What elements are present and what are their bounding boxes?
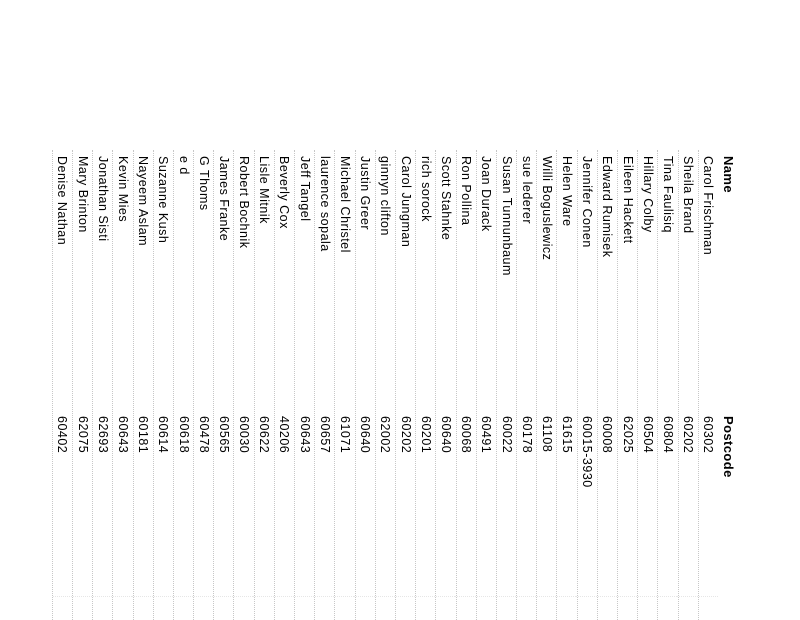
blank-cell	[134, 596, 153, 620]
name-cell: Ron Pollina	[459, 156, 474, 226]
blank-cell	[436, 596, 455, 620]
name-cell: G Thoms	[196, 156, 211, 211]
table-row	[536, 150, 556, 620]
blank-cell	[174, 596, 193, 620]
table-row	[617, 150, 637, 620]
name-cell: Michael Christel	[338, 156, 353, 253]
postcode-cell: 60202	[398, 416, 413, 454]
table-row	[254, 150, 274, 620]
name-cell: Sheila Brand	[681, 156, 696, 234]
name-cell: Lisle Mitnik	[257, 156, 272, 224]
table-row	[577, 150, 597, 620]
blank-cell	[537, 596, 556, 620]
postcode-cell: 62693	[95, 416, 110, 454]
blank-cell	[154, 596, 173, 620]
blank-cell	[214, 596, 233, 620]
table-row	[395, 150, 415, 620]
name-cell: Mary Brinton	[75, 156, 90, 233]
name-cell: Denise Nathan	[55, 156, 70, 246]
blank-cell	[315, 596, 334, 620]
table-row	[72, 150, 92, 620]
postcode-cell: 60478	[196, 416, 211, 454]
postcode-cell: 60402	[55, 416, 70, 454]
name-cell: Jennifer Conen	[580, 156, 595, 248]
blank-cell	[396, 596, 415, 620]
name-cell: e d	[176, 156, 191, 175]
postcode-cell: 60640	[438, 416, 453, 454]
name-cell: Joan Durack	[479, 156, 494, 232]
name-cell: Carol Frischman	[701, 156, 716, 256]
postcode-cell: 60022	[499, 416, 514, 454]
name-cell: Susan Tunnunbaum	[499, 156, 514, 276]
name-cell: James Franke	[216, 156, 231, 242]
postcode-cell: 62002	[378, 416, 393, 454]
name-cell: sue lederer	[519, 156, 534, 225]
postcode-cell: 60640	[358, 416, 373, 454]
name-cell: Hillary Colby	[640, 156, 655, 233]
table-row	[314, 150, 334, 620]
name-cell: rich sorock	[418, 156, 433, 222]
table-row	[496, 150, 516, 620]
blank-cell	[376, 596, 395, 620]
name-cell: laurence sopala	[317, 156, 332, 252]
blank-cell	[457, 596, 476, 620]
postcode-cell: 61071	[338, 416, 353, 454]
postcode-column-header: Postcode	[721, 416, 737, 478]
blank-cell	[93, 596, 112, 620]
blank-cell	[335, 596, 354, 620]
table-row	[355, 150, 375, 620]
name-cell: Jonathan Sisti	[95, 156, 110, 242]
blank-cell	[416, 596, 435, 620]
blank-cell	[73, 596, 92, 620]
postcode-cell: 40206	[277, 416, 292, 454]
postcode-cell: 60804	[661, 416, 676, 454]
postcode-cell: 62075	[75, 416, 90, 454]
postcode-cell: 60181	[136, 416, 151, 454]
postcode-cell: 61615	[560, 416, 575, 454]
postcode-cell: 61108	[539, 416, 554, 453]
blank-cell	[477, 596, 496, 620]
table-row	[678, 150, 698, 620]
table-row	[234, 150, 254, 620]
blank-cell	[638, 596, 657, 620]
blank-column	[718, 596, 740, 620]
postcode-cell: 60657	[317, 416, 332, 454]
table-row	[193, 150, 213, 620]
table-row	[52, 150, 72, 620]
name-cell: Suzanne Kush	[156, 156, 171, 244]
table-row	[213, 150, 233, 620]
blank-cell	[558, 596, 577, 620]
name-cell: Eileen Hackett	[620, 156, 635, 244]
table-row	[294, 150, 314, 620]
name-cell: Willi Boguslewicz	[539, 156, 554, 261]
name-cell: Beverly Cox	[277, 156, 292, 229]
blank-cell	[113, 596, 132, 620]
table-row	[597, 150, 617, 620]
name-cell: Jeff Tangel	[297, 156, 312, 222]
table-row	[435, 150, 455, 620]
blank-cell	[356, 596, 375, 620]
postcode-cell: 60614	[156, 416, 171, 454]
blank-cell	[578, 596, 597, 620]
table-row	[415, 150, 435, 620]
name-cell: Robert Bochnik	[237, 156, 252, 249]
table-row	[153, 150, 173, 620]
table-row	[92, 150, 112, 620]
blank-cell	[679, 596, 698, 620]
table-row	[456, 150, 476, 620]
name-cell: ginnyn clifton	[378, 156, 393, 236]
postcode-cell: 60491	[479, 416, 494, 454]
postcode-cell: 60618	[176, 416, 191, 454]
postcode-cell: 60015-3930	[580, 416, 595, 488]
postcode-cell: 60565	[216, 416, 231, 454]
table-row	[274, 150, 294, 620]
name-cell: Justin Greer	[358, 156, 373, 231]
postcode-cell: 60643	[297, 416, 312, 454]
blank-cell	[295, 596, 314, 620]
table-row	[557, 150, 577, 620]
blank-cell	[598, 596, 617, 620]
table-row	[657, 150, 677, 620]
postcode-cell: 60302	[701, 416, 716, 454]
blank-cell	[275, 596, 294, 620]
table-row	[375, 150, 395, 620]
name-cell: Helen Ware	[560, 156, 575, 227]
blank-cell	[618, 596, 637, 620]
blank-cell	[658, 596, 677, 620]
table-row	[133, 150, 153, 620]
table-row	[173, 150, 193, 620]
table-body	[52, 150, 718, 620]
postcode-cell: 60178	[519, 416, 534, 454]
table-row	[476, 150, 496, 620]
blank-cell	[235, 596, 254, 620]
name-cell: Edward Rumisek	[600, 156, 615, 258]
name-cell: Kevin Mies	[115, 156, 130, 223]
blank-cell	[517, 596, 536, 620]
postcode-cell: 60504	[640, 416, 655, 454]
table-row	[637, 150, 657, 620]
name-cell: Tina Faulisiq	[661, 156, 676, 233]
name-cell: Nayeem Aslam	[136, 156, 151, 247]
table-row	[334, 150, 354, 620]
name-column-header: Name	[721, 156, 737, 194]
table-row	[516, 150, 536, 620]
blank-cell	[53, 596, 72, 620]
name-cell: Scott Stahnke	[438, 156, 453, 241]
table-row	[698, 150, 718, 620]
blank-cell	[497, 596, 516, 620]
contact-table	[50, 150, 740, 620]
table-row	[112, 150, 132, 620]
postcode-cell: 60030	[237, 416, 252, 454]
postcode-cell: 60622	[257, 416, 272, 454]
postcode-cell: 60068	[459, 416, 474, 454]
blank-cell	[194, 596, 213, 620]
name-cell: Carol Jungman	[398, 156, 413, 248]
postcode-cell: 60202	[681, 416, 696, 454]
postcode-cell: 60643	[115, 416, 130, 454]
table-header	[718, 150, 740, 620]
postcode-cell: 60201	[418, 416, 433, 454]
blank-cell	[699, 596, 718, 620]
blank-cell	[255, 596, 274, 620]
postcode-cell: 62025	[620, 416, 635, 454]
postcode-cell: 60008	[600, 416, 615, 454]
